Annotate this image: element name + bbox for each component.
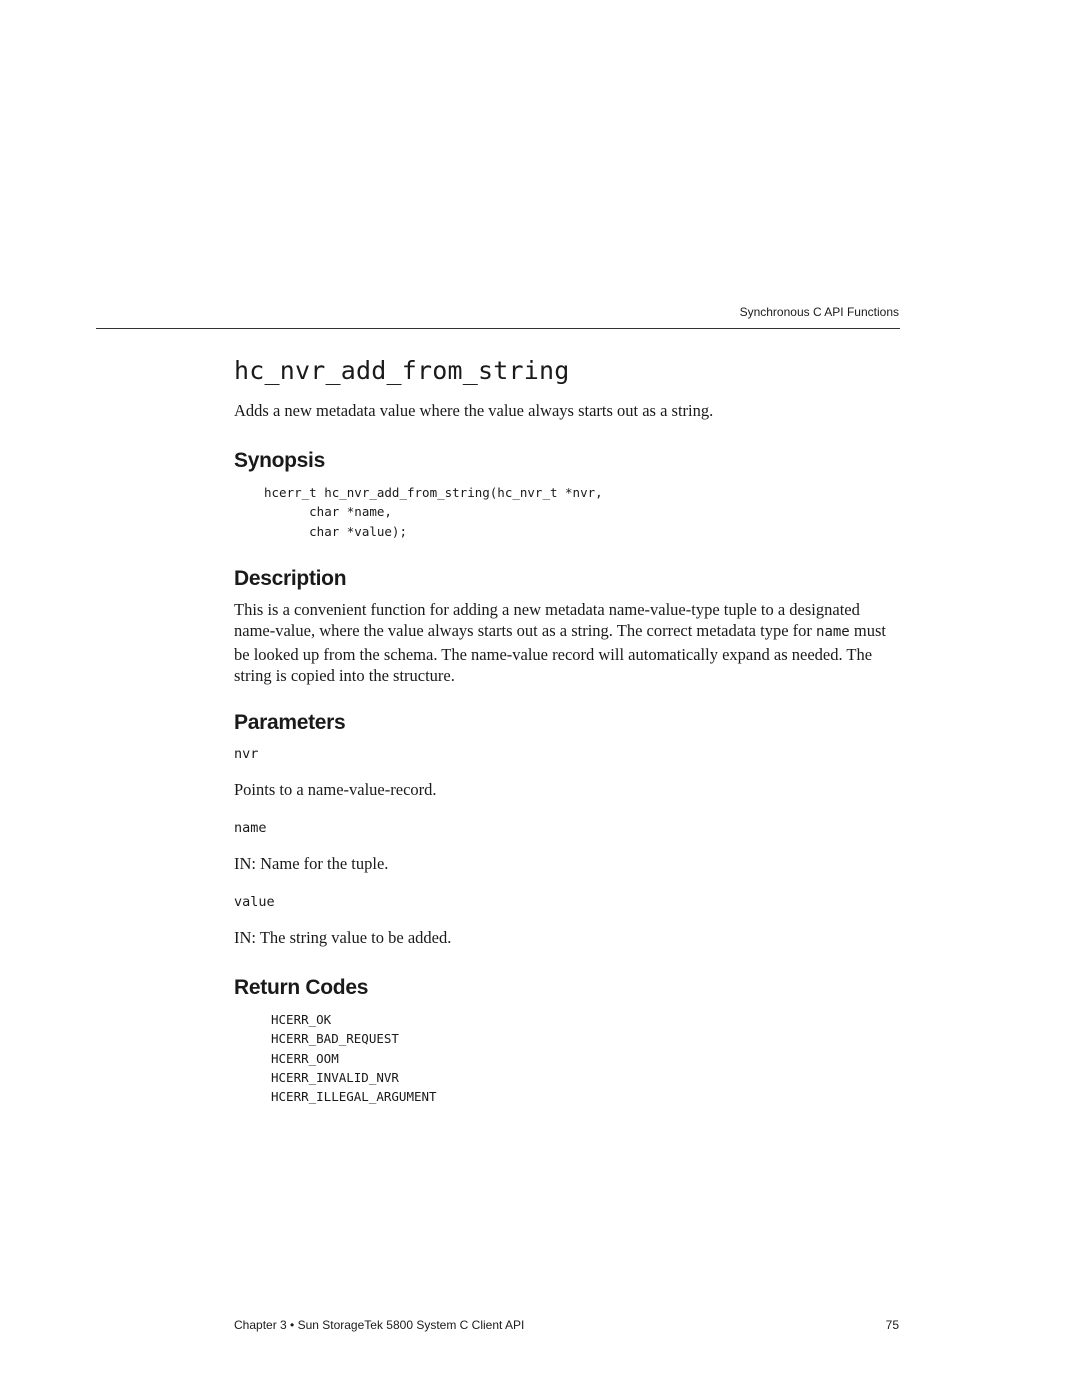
synopsis-heading: Synopsis xyxy=(234,449,325,472)
page-title: hc_nvr_add_from_string xyxy=(234,356,570,385)
page-number: 75 xyxy=(885,1318,899,1332)
description-heading: Description xyxy=(234,567,347,590)
param-name-value: value xyxy=(234,894,275,910)
description-text xyxy=(234,599,904,686)
description-inline-code: name xyxy=(816,624,850,641)
footer-chapter: Chapter 3 • Sun StorageTek 5800 System C Client API xyxy=(234,1318,525,1332)
parameters-heading: Parameters xyxy=(234,711,346,734)
param-desc-value: IN: The string value to be added. xyxy=(234,928,452,947)
return-codes-list: HCERR_OK HCERR_BAD_REQUEST HCERR_OOM HCERR_INVALID_NVR HCERR_ILLEGAL_ARGUMENT xyxy=(271,1012,437,1105)
param-desc-nvr: Points to a name-value-record. xyxy=(234,780,437,799)
param-name-nvr: nvr xyxy=(234,746,259,762)
return-codes-heading: Return Codes xyxy=(234,976,369,999)
param-desc-name: IN: Name for the tuple. xyxy=(234,854,389,873)
param-name-name: name xyxy=(234,820,267,836)
running-head: Synchronous C API Functions xyxy=(739,305,899,319)
function-summary: Adds a new metadata value where the value always starts out as a string. xyxy=(234,401,714,420)
description-text-part-1: This is a convenient function for adding a new metadata name-value-type tuple to a designated name-value, where the value always starts out as a string. The correct metadata type for xyxy=(234,600,860,641)
description-text-part-2: must be looked up from the schema. The name-value record will automatically expand as needed. The string is copied into the structure. xyxy=(234,621,886,685)
synopsis-code: hcerr_t hc_nvr_add_from_string(hc_nvr_t *nvr, char *name, char *value); xyxy=(264,485,603,539)
header-rule xyxy=(96,328,900,329)
